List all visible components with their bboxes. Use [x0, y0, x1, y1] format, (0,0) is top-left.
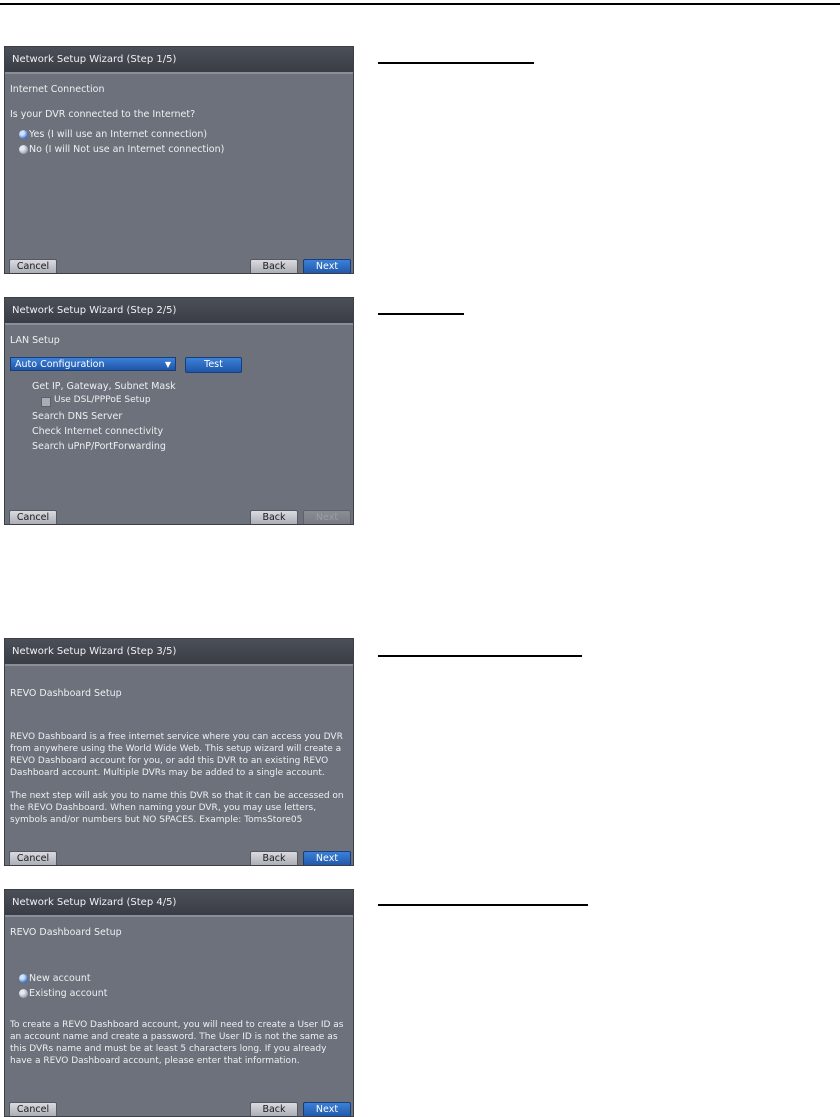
section-heading: REVO Dashboard Setup: [10, 688, 122, 699]
heading-underline: [378, 655, 582, 657]
question-text: Is your DVR connected to the Internet?: [10, 109, 196, 120]
next-button: Next: [303, 510, 351, 525]
step-search-dns: Search DNS Server: [32, 411, 123, 422]
radio-existing-account[interactable]: [19, 988, 169, 1000]
dialog-title: Network Setup Wizard (Step 3/5): [5, 639, 353, 666]
checkbox-icon: [41, 397, 51, 407]
cancel-button[interactable]: Cancel: [9, 259, 57, 274]
test-button[interactable]: Test: [185, 357, 242, 373]
checkbox-label: Use DSL/PPPoE Setup: [54, 395, 151, 405]
cancel-button[interactable]: Cancel: [9, 851, 57, 866]
back-button[interactable]: Back: [250, 1102, 298, 1117]
radio-label: Existing account: [29, 988, 108, 999]
wizard-step-2-dialog: [4, 297, 354, 525]
cancel-button[interactable]: Cancel: [9, 510, 57, 525]
page-header-rule: [0, 3, 840, 5]
wizard-step-1-dialog: [4, 46, 354, 274]
back-button[interactable]: Back: [250, 259, 298, 274]
radio-yes-internet[interactable]: [19, 129, 249, 141]
step-get-ip: Get IP, Gateway, Subnet Mask: [32, 381, 176, 392]
description-paragraph: REVO Dashboard is a free internet service where you can access you DVR from anywhere using the World Wide Web. This setup wizard will create a REVO Dashboard account for you, or add this DVR to an existing REVO Dashboard account. Multiple DVRs may be added to a single account.: [10, 732, 343, 778]
section-heading: LAN Setup: [10, 335, 60, 346]
radio-selected-icon: [19, 130, 28, 139]
next-button[interactable]: Next: [303, 259, 351, 274]
dialog-title: Network Setup Wizard (Step 4/5): [5, 890, 353, 917]
section-heading: Internet Connection: [10, 84, 105, 95]
section-heading: REVO Dashboard Setup: [10, 927, 122, 938]
radio-unselected-icon: [19, 145, 28, 154]
next-button[interactable]: Next: [303, 1102, 351, 1117]
next-button[interactable]: Next: [303, 851, 351, 866]
heading-underline: [378, 313, 464, 315]
chevron-down-icon: ▼: [164, 360, 171, 369]
radio-selected-icon: [19, 974, 28, 983]
description-paragraph: To create a REVO Dashboard account, you will need to create a User ID as an account name and create a password. The User ID is not the same as this DVRs name and must be at least 5 characters long. If you already have a REVO Dashboard account, please enter that information.: [10, 1020, 344, 1066]
dsl-pppoe-checkbox[interactable]: [41, 395, 181, 407]
back-button[interactable]: Back: [250, 851, 298, 866]
wizard-step-4-dialog: [4, 889, 354, 1117]
lan-mode-select[interactable]: [10, 357, 176, 371]
back-button[interactable]: Back: [250, 510, 298, 525]
heading-underline: [378, 62, 534, 64]
radio-label: No (I will Not use an Internet connection): [29, 144, 225, 155]
radio-label: Yes (I will use an Internet connection): [29, 129, 208, 140]
step-upnp: Search uPnP/PortForwarding: [32, 441, 166, 452]
wizard-step-3-dialog: [4, 638, 354, 866]
radio-new-account[interactable]: [19, 973, 169, 985]
dialog-title: Network Setup Wizard (Step 1/5): [5, 47, 353, 74]
radio-no-internet[interactable]: [19, 144, 249, 156]
dialog-title: Network Setup Wizard (Step 2/5): [5, 298, 353, 325]
heading-underline: [378, 904, 588, 906]
description-paragraph: The next step will ask you to name this DVR so that it can be accessed on the REVO Dashboard. When naming your DVR, you may use letters, symbols and/or numbers but NO SPACES. Example: TomsStore05: [10, 791, 344, 825]
step-check-internet: Check Internet connectivity: [32, 426, 164, 437]
cancel-button[interactable]: Cancel: [9, 1102, 57, 1117]
radio-label: New account: [29, 973, 91, 984]
select-value: Auto Configuration: [15, 359, 105, 370]
radio-unselected-icon: [19, 989, 28, 998]
